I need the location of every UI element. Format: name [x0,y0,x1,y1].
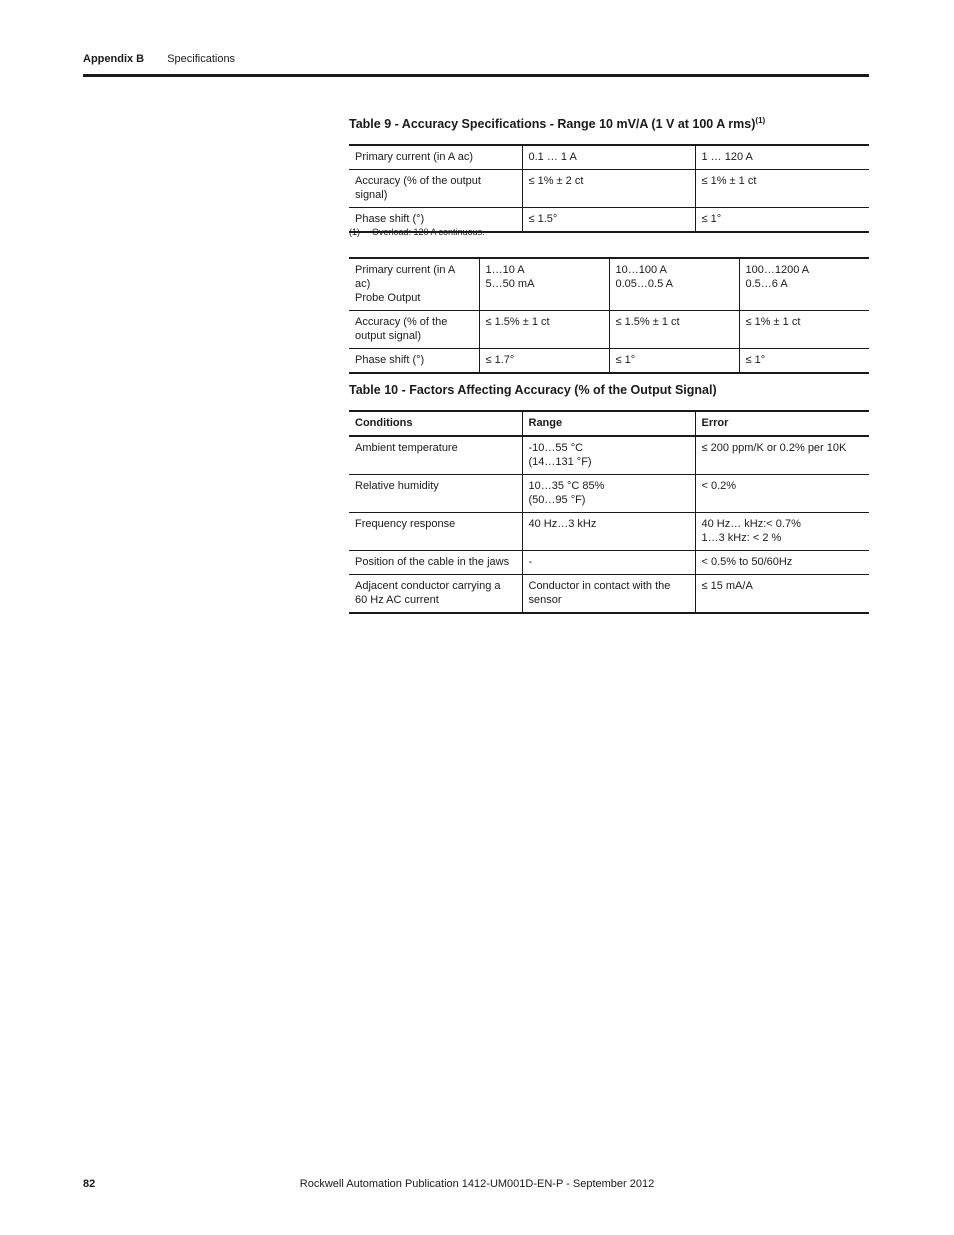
table10-column-header: Error [695,411,869,436]
table10-cell: Frequency response [355,518,456,530]
table10-cell: Ambient temperature [355,442,458,454]
table10-cell: 40 Hz… kHz:< 0.7% 1…3 kHz: < 2 % [695,513,869,551]
table9b-cell: 100…1200 A 0.5…6 A [739,258,869,311]
section-label: Specifications [167,53,236,65]
table9b-cell: ≤ 1.5% ± 1 ct [609,311,739,349]
table9-cell: ≤ 1.5° [522,208,695,233]
table10-cell: -10…55 °C (14…131 °F) [522,436,695,475]
table9b-cell: ≤ 1.7° [479,349,609,374]
table9 [349,144,869,233]
page-number: 82 [83,1178,96,1190]
table10-cell: < 0.2% [695,475,869,513]
table10-cell: Adjacent conductor carrying a 60 Hz AC current [355,580,501,606]
header-rule [83,74,869,77]
table9b-cell: ≤ 1° [739,349,869,374]
table10-cell: ≤ 15 mA/A [695,575,869,614]
table9b-cell: ≤ 1° [609,349,739,374]
table10-cell: - [522,551,695,575]
table9-cell: ≤ 1° [695,208,869,233]
table10-cell: 10…35 °C 85% (50…95 °F) [522,475,695,513]
table9-caption-note: (1) [755,116,766,125]
table10-cell: Relative humidity [355,480,439,492]
table9-row [349,145,869,170]
table10-header-row [349,411,869,436]
table9-row [349,170,869,208]
footnote-text: Overload: 120 A continuous. [372,227,485,237]
table10 [349,410,869,614]
table9b-cell: 1…10 A 5…50 mA [479,258,609,311]
table9-footnote [349,227,485,237]
table10-row [349,551,869,575]
table9b-row [349,349,869,374]
table10-cell: 40 Hz…3 kHz [522,513,695,551]
table10-cell: Conductor in contact with the sensor [522,575,695,614]
table9b-cell: 10…100 A 0.05…0.5 A [609,258,739,311]
table9-cell: ≤ 1% ± 1 ct [695,170,869,208]
table9b-cell: ≤ 1% ± 1 ct [739,311,869,349]
running-header [83,53,235,65]
table9b-cell: Phase shift (°) [355,354,425,366]
table9b [349,257,869,374]
table10-column-header: Conditions [355,417,413,429]
table10-row [349,436,869,475]
appendix-label: Appendix B [83,53,145,65]
table10-cell: ≤ 200 ppm/K or 0.2% per 10K [695,436,869,475]
table9-cell: Primary current (in A ac) [355,151,473,163]
table9b-cell: Primary current (in A ac) Probe Output [355,264,455,304]
table9-caption-text: Table 9 - Accuracy Specifications - Range 10 mV/A (1 V at 100 A rms) [349,117,756,132]
table9-cell: Accuracy (% of the output signal) [355,175,481,201]
table9b-row [349,258,869,311]
table9b-row [349,311,869,349]
table9b-cell: Accuracy (% of the output signal) [355,316,448,342]
table10-row [349,475,869,513]
table9-caption [349,116,765,131]
table9-cell: 0.1 … 1 A [522,145,695,170]
table10-cell: Position of the cable in the jaws [355,556,510,568]
table10-row [349,513,869,551]
table9-cell: Phase shift (°) [355,213,425,225]
table10-column-header: Range [522,411,695,436]
footnote-number: (1) [349,227,360,237]
table10-cell: < 0.5% to 50/60Hz [695,551,869,575]
table9-cell: ≤ 1% ± 2 ct [522,170,695,208]
table10-caption: Table 10 - Factors Affecting Accuracy (% of the Output Signal) [349,383,717,397]
table10-row [349,575,869,614]
publication-line: Rockwell Automation Publication 1412-UM001D-EN-P - September 2012 [299,1178,655,1190]
table9-cell: 1 … 120 A [695,145,869,170]
table9b-cell: ≤ 1.5% ± 1 ct [479,311,609,349]
